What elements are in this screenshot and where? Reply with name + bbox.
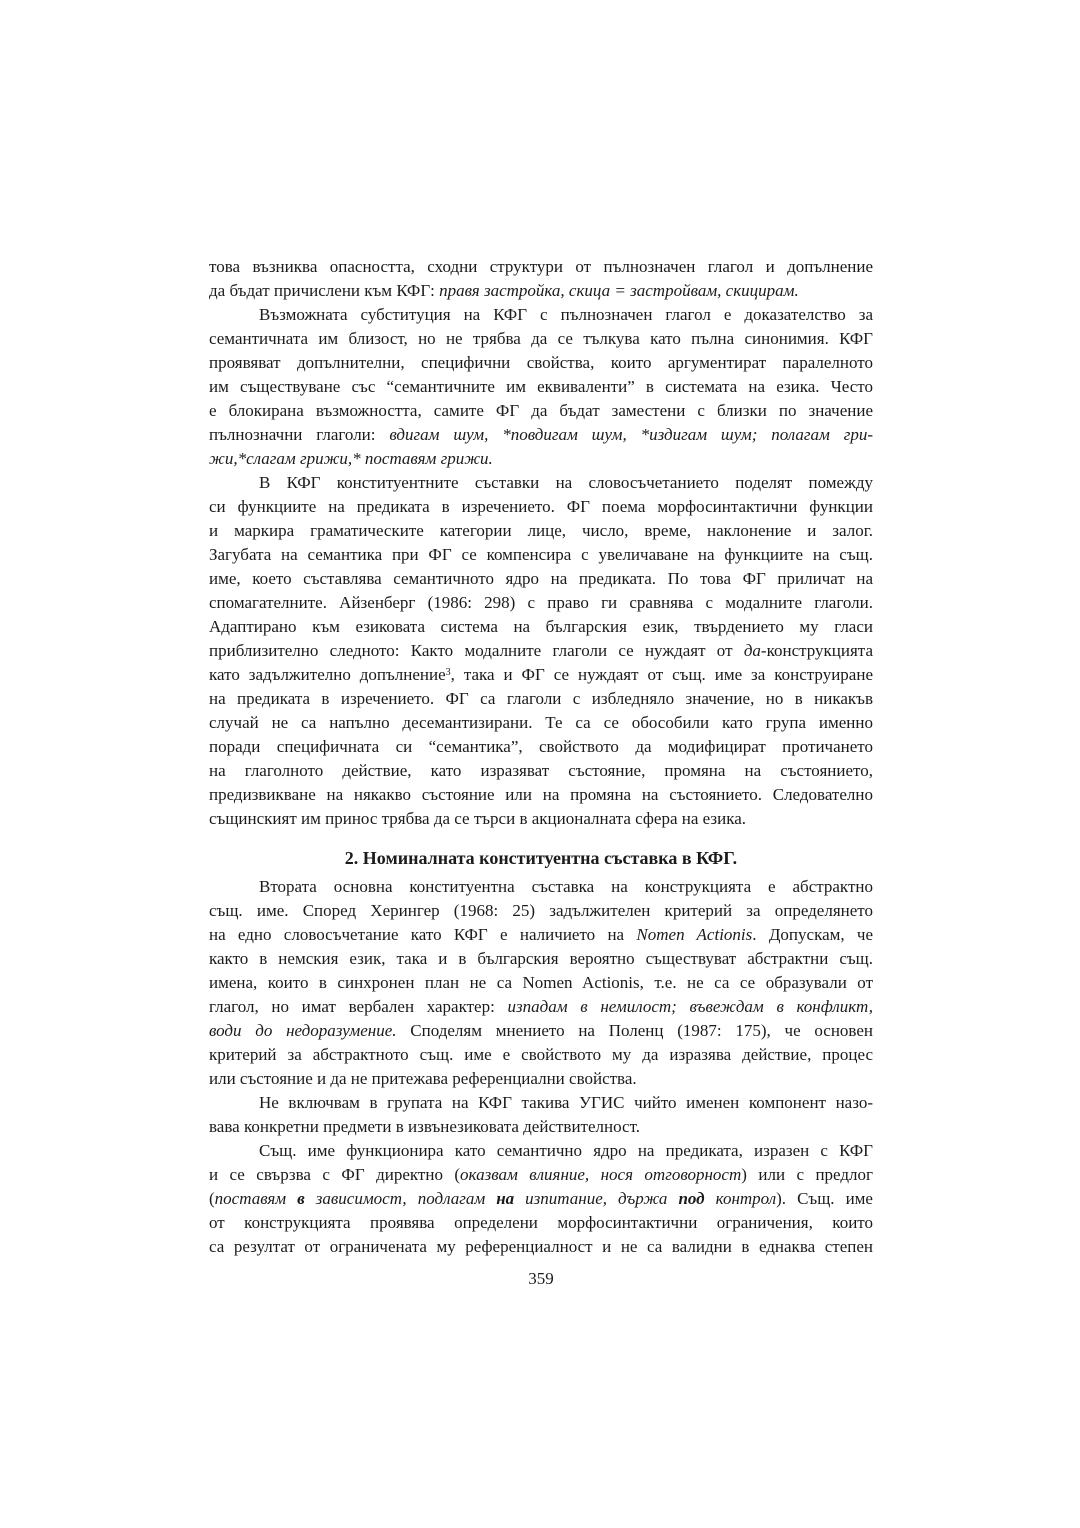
text-line — [209, 875, 873, 899]
text-run: същ. име. Според Херингер (1968: 25) задължителен критерий за определянето — [209, 901, 873, 920]
text-line — [209, 639, 873, 663]
text-run: случай не са напълно десемантизирани. Те са се обособили като група именно — [209, 713, 873, 732]
text-line — [209, 1067, 873, 1091]
text-run: изпадам в немилост; въвеждам в конфликт, — [507, 997, 873, 1016]
text-run: вава конкретни предмети в извънезиковата действителност. — [209, 1117, 640, 1136]
text-run: приблизително следното: Както модалните глаголи се нуждаят от — [209, 641, 744, 660]
text-run: , така и ФГ се нуждаят от същ. име за конструиране — [450, 665, 873, 684]
text-run: и се свързва с ФГ директно ( — [209, 1165, 461, 1184]
text-run: контрол — [704, 1189, 777, 1208]
page-number: 359 — [528, 1269, 554, 1288]
text-line — [209, 447, 873, 471]
text-run: от конструкцията проявява определени морфосинтактични ограничения, които — [209, 1213, 873, 1232]
text-run: пълнозначни глаголи: — [209, 425, 390, 444]
text-line — [209, 663, 873, 687]
text-line — [209, 1139, 873, 1163]
text-run: Втората основна конституентна съставка на конструкцията е абстрактно — [259, 877, 873, 896]
text-run: глагол, но имат вербален характер: — [209, 997, 508, 1016]
text-run: оказвам влияние, нося отговорност — [460, 1165, 742, 1184]
text-run: Същ. име функционира като семантично ядро на предиката, изразен с КФГ — [259, 1141, 873, 1160]
text-run: като задължително допълнение — [209, 665, 446, 684]
text-run: и маркира граматическите категории лице, число, време, наклонение и залог. — [209, 521, 873, 540]
text-run: да — [743, 641, 761, 660]
text-line — [209, 711, 873, 735]
text-line — [209, 495, 873, 519]
text-line — [209, 1019, 873, 1043]
text-line — [209, 519, 873, 543]
text-run: ) или с предлог — [741, 1165, 873, 1184]
text-line — [209, 423, 873, 447]
text-line — [209, 1091, 873, 1115]
text-run: това възниква опасността, сходни структури от пълнозначен глагол и допълнение — [209, 257, 873, 276]
text-run: същинският им принос трябва да се търси в акционалната сфера на езика. — [209, 809, 747, 828]
text-line — [209, 351, 873, 375]
text-line — [209, 1235, 873, 1259]
text-run: Не включвам в групата на КФГ такива УГИС чийто именен компонент назо- — [259, 1093, 873, 1112]
text-run: Възможната субституция на КФГ с пълнозначен глагол е доказателство за — [259, 305, 873, 324]
text-run: на предиката в изречението. ФГ са глаголи с избледняло значение, но в никакъв — [209, 689, 873, 708]
section-heading: 2. Номиналната конституентна съставка в КФГ. — [344, 848, 738, 868]
text-run: име, което съставлява семантичното ядро на предиката. По това ФГ приличат на — [209, 569, 873, 588]
text-run: под — [678, 1189, 705, 1208]
footnote-marker: 3 — [445, 667, 451, 678]
text-line — [209, 783, 873, 807]
text-line — [209, 567, 873, 591]
text-line — [209, 735, 873, 759]
text-run: на едно словосъчетание като КФГ е наличието на — [209, 925, 637, 944]
text-line — [209, 1211, 873, 1235]
text-run: в — [297, 1189, 305, 1208]
text-run: -конструкцията — [760, 641, 873, 660]
text-line — [209, 255, 873, 279]
text-line — [209, 807, 873, 831]
text-run: имена, които в синхронен план не са Nomen Actionis, т.е. не са се образували от — [209, 973, 873, 992]
text-line — [209, 947, 873, 971]
text-run: Адаптирано към езиковата система на българския език, твърдението му гласи — [209, 617, 873, 636]
text-run: Загубата на семантика при ФГ се компенсира с увеличаване на функциите на същ. — [209, 545, 873, 564]
text-run: семантичната им близост, но не трябва да се тълкува като пълна синонимия. КФГ — [209, 329, 873, 348]
text-run: вдигам шум, *повдигам шум, *издигам шум; полагам гри- — [389, 425, 873, 444]
text-line — [209, 1187, 873, 1211]
text-run: . Допускам, че — [752, 925, 873, 944]
body-text-upper — [209, 255, 873, 831]
text-run: им съществуване със “семантичните им еквиваленти” в системата на езика. Често — [209, 377, 873, 396]
text-line — [209, 1043, 873, 1067]
text-line — [209, 899, 873, 923]
text-run: ). Същ. име — [776, 1189, 873, 1208]
text-line — [209, 687, 873, 711]
text-line — [209, 327, 873, 351]
text-run: зависимост, подлагам — [304, 1189, 497, 1208]
text-run: да бъдат причислени към КФГ: — [209, 281, 440, 300]
text-run: ( — [209, 1189, 215, 1208]
text-line — [209, 399, 873, 423]
text-run: поставям — [214, 1189, 298, 1208]
text-run: си функциите на предиката в изречението. ФГ поема морфосинтактични функции — [209, 497, 873, 516]
text-line — [209, 543, 873, 567]
text-run: В КФГ конституентните съставки на словосъчетанието поделят помежду — [259, 473, 873, 492]
text-run: както в немския език, така и в българския вероятно съществуват абстрактни същ. — [209, 949, 873, 968]
text-run: или състояние и да не притежава референциални свойства. — [209, 1069, 637, 1088]
text-line — [209, 759, 873, 783]
text-line — [209, 995, 873, 1019]
text-line — [209, 1115, 873, 1139]
text-line — [209, 375, 873, 399]
text-run: са резултат от ограничената му референциалност и не са валидни в еднаква степен — [209, 1237, 873, 1256]
text-run: води до недоразумение. — [209, 1021, 397, 1040]
text-run: изпитание, държа — [514, 1189, 679, 1208]
text-line — [209, 471, 873, 495]
text-line — [209, 971, 873, 995]
body-text-lower — [209, 875, 873, 1259]
text-run: на глаголното действие, като изразяват състояние, промяна на състоянието, — [209, 761, 873, 780]
text-run: критерий за абстрактното същ. име е свойството му да изразява действие, процес — [209, 1045, 873, 1064]
text-run: правя застройка, скица = застройвам, скицирам. — [439, 281, 799, 300]
text-run: жи,*слагам грижи,* поставям грижи. — [209, 449, 493, 468]
text-run: предизвикване на някакво състояние или на промяна на състоянието. Следователно — [209, 785, 873, 804]
text-run: поради специфичната си “семантика”, свойството да модифицират протичането — [209, 737, 873, 756]
text-line — [209, 303, 873, 327]
text-run: спомагателните. Айзенберг (1986: 298) с право ги сравнява с модалните глаголи. — [209, 593, 873, 612]
text-run: е блокирана възможността, самите ФГ да бъдат заместени с близки по значение — [209, 401, 873, 420]
text-line — [209, 923, 873, 947]
text-line — [209, 279, 873, 303]
text-line — [209, 591, 873, 615]
text-line — [209, 1163, 873, 1187]
text-run: проявяват допълнителни, специфични свойства, които аргументират паралелното — [209, 353, 873, 372]
text-line — [209, 615, 873, 639]
text-run: Nomen Actionis — [636, 925, 753, 944]
text-run: Споделям мнението на Поленц (1987: 175), че основен — [396, 1021, 873, 1040]
text-run: на — [496, 1189, 515, 1208]
